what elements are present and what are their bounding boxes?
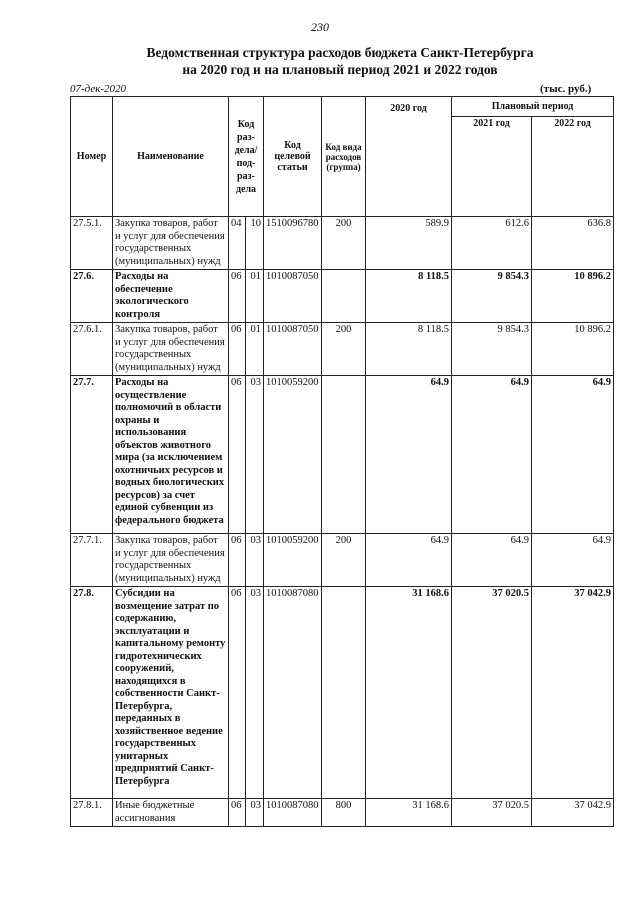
row-amount-2022: 37 042.9 [532,799,614,827]
row-target-code: 1010059200 [264,534,322,587]
row-section-code: 06 [229,323,246,376]
row-subsection-code: 01 [246,323,264,376]
row-number: 27.7.1. [71,534,113,587]
row-amount-2021: 9 854.3 [452,270,532,323]
row-amount-2020: 589.9 [366,217,452,270]
row-target-code: 1010087050 [264,323,322,376]
row-section-code: 06 [229,799,246,827]
row-expense-type: 200 [322,534,366,587]
table-body [71,217,614,827]
row-subsection-code: 03 [246,534,264,587]
row-target-code: 1510096780 [264,217,322,270]
row-amount-2020: 64.9 [366,376,452,534]
row-amount-2021: 37 020.5 [452,799,532,827]
row-target-code: 1010087080 [264,587,322,799]
row-subsection-code: 03 [246,799,264,827]
row-amount-2022: 37 042.9 [532,587,614,799]
title-line-2: на 2020 год и на плановый период 2021 и 2022 годов [182,62,498,77]
row-amount-2021: 64.9 [452,534,532,587]
row-number: 27.5.1. [71,217,113,270]
title-line-1: Ведомственная структура расходов бюджета Санкт-Петербурга [146,45,534,60]
header-2020: 2020 год [366,97,452,217]
page-number: 230 [311,20,329,34]
header-section-code: Код раз-дела/ под-раз-дела [229,97,264,217]
row-target-code: 1010087050 [264,270,322,323]
row-amount-2022: 636.8 [532,217,614,270]
row-expense-type [322,587,366,799]
row-amount-2021: 612.6 [452,217,532,270]
row-number: 27.8.1. [71,799,113,827]
row-section-code: 06 [229,587,246,799]
row-name: Закупка товаров, работ и услуг для обеспечения государственных (муниципальных) нужд [113,534,229,587]
row-number: 27.6.1. [71,323,113,376]
document-date: 07-дек-2020 [70,83,127,95]
table-row [71,799,614,827]
row-amount-2022: 64.9 [532,376,614,534]
header-2022: 2022 год [532,117,614,217]
table-header [71,97,614,217]
row-amount-2020: 31 168.6 [366,587,452,799]
row-name: Закупка товаров, работ и услуг для обеспечения государственных (муниципальных) нужд [113,323,229,376]
row-amount-2021: 9 854.3 [452,323,532,376]
row-expense-type [322,376,366,534]
header-planned-period: Плановый период [452,97,614,117]
row-number: 27.6. [71,270,113,323]
row-name: Расходы на обеспечение экологического контроля [113,270,229,323]
row-section-code: 04 [229,217,246,270]
row-name: Закупка товаров, работ и услуг для обеспечения государственных (муниципальных) нужд [113,217,229,270]
row-target-code: 1010059200 [264,376,322,534]
row-subsection-code: 01 [246,270,264,323]
row-amount-2020: 8 118.5 [366,270,452,323]
table-row [71,587,614,799]
row-section-code: 06 [229,376,246,534]
row-section-code: 06 [229,534,246,587]
row-subsection-code: 03 [246,587,264,799]
row-amount-2022: 10 896.2 [532,270,614,323]
row-amount-2021: 37 020.5 [452,587,532,799]
units-label: (тыс. руб.) [540,83,592,95]
row-number: 27.8. [71,587,113,799]
row-number: 27.7. [71,376,113,534]
row-subsection-code: 10 [246,217,264,270]
table-row [71,323,614,376]
row-expense-type: 200 [322,323,366,376]
document-title [60,44,620,78]
header-expense-type: Код вида расходов (группа) [322,97,366,217]
header-name: Наименование [113,97,229,217]
row-expense-type: 800 [322,799,366,827]
row-amount-2021: 64.9 [452,376,532,534]
row-name: Субсидии на возмещение затрат по содержанию, эксплуатации и капитальному ремонту гидротехнических сооружений, находящихся в собственности Санкт-Петербурга, переданных в хозяйственное ведение государственных унитарных предприятий Санкт-Петербурга [113,587,229,799]
header-target-code: Код целевой статьи [264,97,322,217]
row-amount-2020: 64.9 [366,534,452,587]
row-expense-type [322,270,366,323]
row-section-code: 06 [229,270,246,323]
row-amount-2020: 8 118.5 [366,323,452,376]
table-row [71,376,614,534]
row-subsection-code: 03 [246,376,264,534]
header-number: Номер [71,97,113,217]
row-amount-2022: 10 896.2 [532,323,614,376]
header-2021: 2021 год [452,117,532,217]
table-row [71,534,614,587]
row-target-code: 1010087080 [264,799,322,827]
table-row [71,217,614,270]
row-name: Расходы на осуществление полномочий в области охраны и использования объектов животного мира (за исключением охотничьих ресурсов и водных биологических ресурсов) за счет единой субвенции из федерального бюджета [113,376,229,534]
row-expense-type: 200 [322,217,366,270]
row-amount-2022: 64.9 [532,534,614,587]
table-row [71,270,614,323]
budget-table [70,96,614,827]
row-name: Иные бюджетные ассигнования [113,799,229,827]
row-amount-2020: 31 168.6 [366,799,452,827]
